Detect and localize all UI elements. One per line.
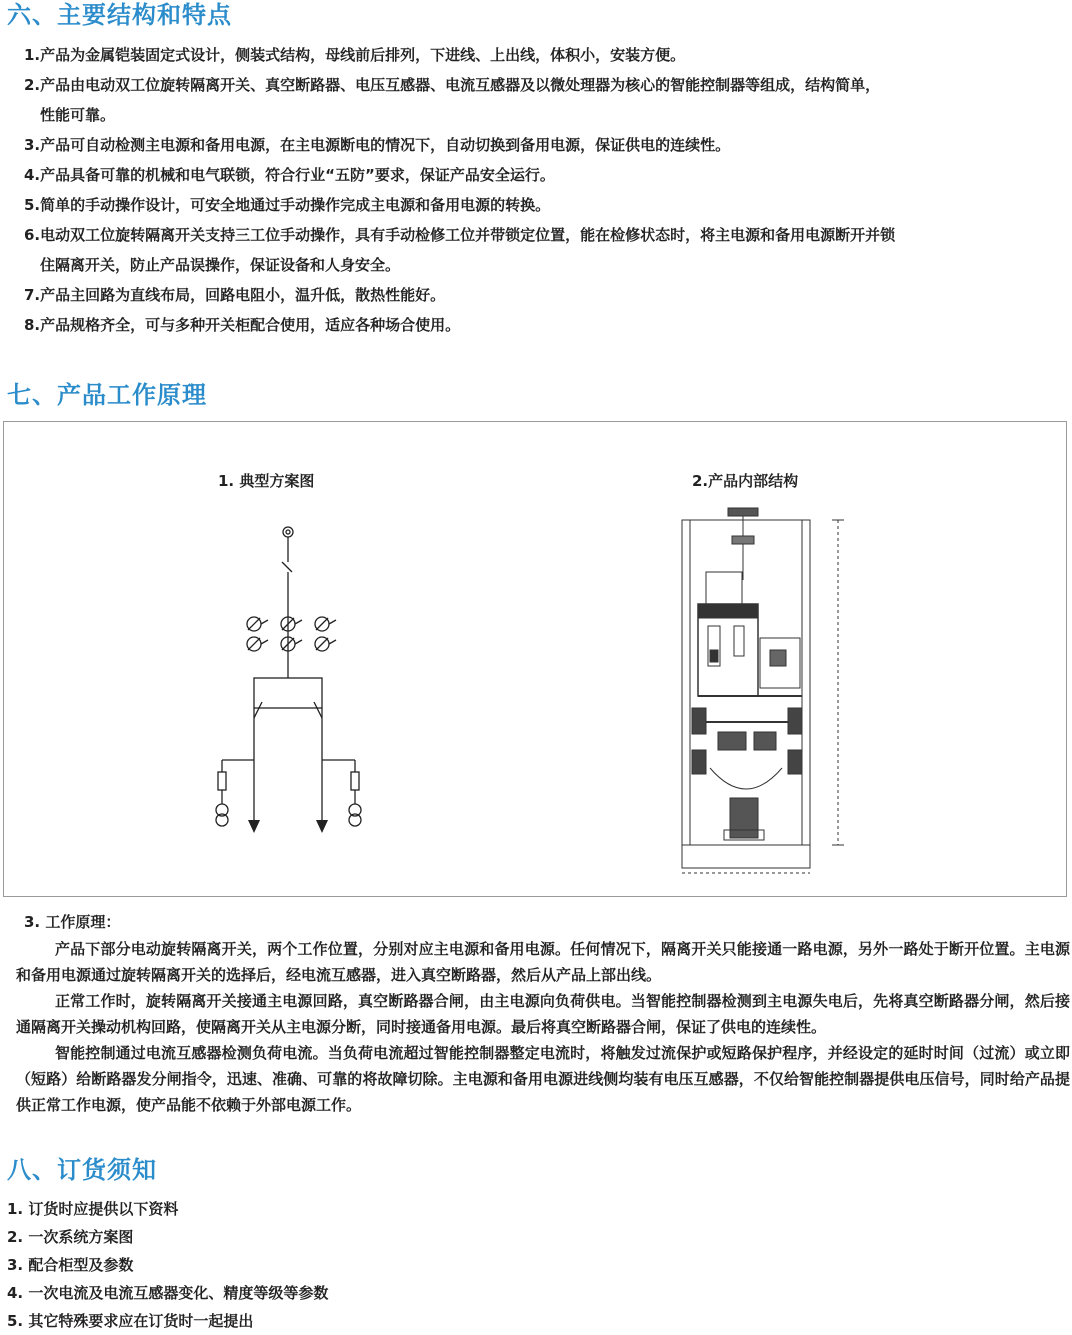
feature-item-3 — [24, 130, 1054, 160]
ordering-list — [7, 1195, 328, 1335]
principle-paragraph-2: 正常工作时，旋转隔离开关接通主电源回路，真空断路器合闸，由主电源向负荷供电。当智能控制器检测到主电源失电后，先将真空断路器分闸，然后接通隔离开关操动机构回路，使隔离开关从主电源分断，同时接通备用电源。最后将真空断路器合闸，保证了供电的连续性。 — [16, 992, 1070, 1036]
internal-structure-diagram — [670, 500, 860, 880]
section-7-title: 七、产品工作原理 — [7, 381, 207, 409]
principle-text — [16, 936, 1070, 1118]
feature-item-7 — [24, 280, 1054, 310]
figure-2-title: 2.产品内部结构 — [692, 472, 799, 490]
feature-item-4 — [24, 160, 1054, 190]
ordering-item-2: 2. 一次系统方案图 — [7, 1228, 134, 1246]
feature-item-6-wrap: 住隔离开关，防止产品误操作，保证设备和人身安全。 — [40, 256, 401, 274]
feature-item-8 — [24, 310, 1054, 340]
diagram-frame — [3, 421, 1067, 897]
feature-item-3-text: 3.产品可自动检测主电源和备用电源，在主电源断电的情况下，自动切换到备用电源，保证供电的连续性。 — [24, 136, 731, 154]
feature-item-7-text: 7.产品主回路为直线布局，回路电阻小，温升低，散热性能好。 — [24, 286, 446, 304]
feature-item-2-wrap: 性能可靠。 — [40, 106, 116, 124]
principle-heading: 3. 工作原理： — [24, 913, 121, 931]
ordering-item-1: 1. 订货时应提供以下资料 — [7, 1200, 179, 1218]
section-8-title: 八、订货须知 — [7, 1156, 157, 1184]
feature-item-8-text: 8.产品规格齐全，可与多种开关柜配合使用，适应各种场合使用。 — [24, 316, 461, 334]
feature-item-2-text: 2.产品由电动双工位旋转隔离开关、真空断路器、电压互感器、电流互感器及以微处理器为核心的智能控制器等组成，结构简单， — [24, 76, 881, 94]
ordering-item-3: 3. 配合柜型及参数 — [7, 1256, 134, 1274]
ordering-item-5: 5. 其它特殊要求应在订货时一起提出 — [7, 1312, 254, 1330]
feature-item-6-text: 6.电动双工位旋转隔离开关支持三工位手动操作，具有手动检修工位并带锁定位置，能在检修状态时，将主电源和备用电源断开并锁 — [24, 226, 896, 244]
feature-item-1-text: 1.产品为金属铠装固定式设计，侧装式结构，母线前后排列，下进线、上出线，体积小，安装方便。 — [24, 46, 686, 64]
feature-item-5-text: 5.简单的手动操作设计，可安全地通过手动操作完成主电源和备用电源的转换。 — [24, 196, 551, 214]
features-list — [24, 40, 1054, 340]
principle-paragraph-1: 产品下部分电动旋转隔离开关，两个工作位置，分别对应主电源和备用电源。任何情况下，隔离开关只能接通一路电源，另外一路处于断开位置。主电源和备用电源通过旋转隔离开关的选择后，经电流互感器，进入真空断路器，然后从产品上部出线。 — [16, 940, 1070, 984]
feature-item-4-text: 4.产品具备可靠的机械和电气联锁，符合行业“五防”要求，保证产品安全运行。 — [24, 166, 555, 184]
single-line-scheme-diagram — [200, 520, 380, 850]
feature-item-6 — [24, 220, 1054, 280]
principle-paragraph-3: 智能控制通过电流互感器检测负荷电流。当负荷电流超过智能控制器整定电流时，将触发过流保护或短路保护程序，并经设定的延时时间（过流）或立即（短路）给断路器发分闸指令，迅速、准确、可靠的将故障切除。主电源和备用电源进线侧均装有电压互感器，不仅给智能控制器提供电压信号，同时给产品提供正常工作电源，使产品能不依赖于外部电源工作。 — [16, 1044, 1070, 1114]
section-6-title: 六、主要结构和特点 — [7, 1, 232, 29]
ordering-item-4: 4. 一次电流及电流互感器变化、精度等级等参数 — [7, 1284, 329, 1302]
figure-1-title: 1. 典型方案图 — [218, 472, 315, 490]
feature-item-2 — [24, 70, 1054, 130]
feature-item-1 — [24, 40, 1054, 70]
feature-item-5 — [24, 190, 1054, 220]
